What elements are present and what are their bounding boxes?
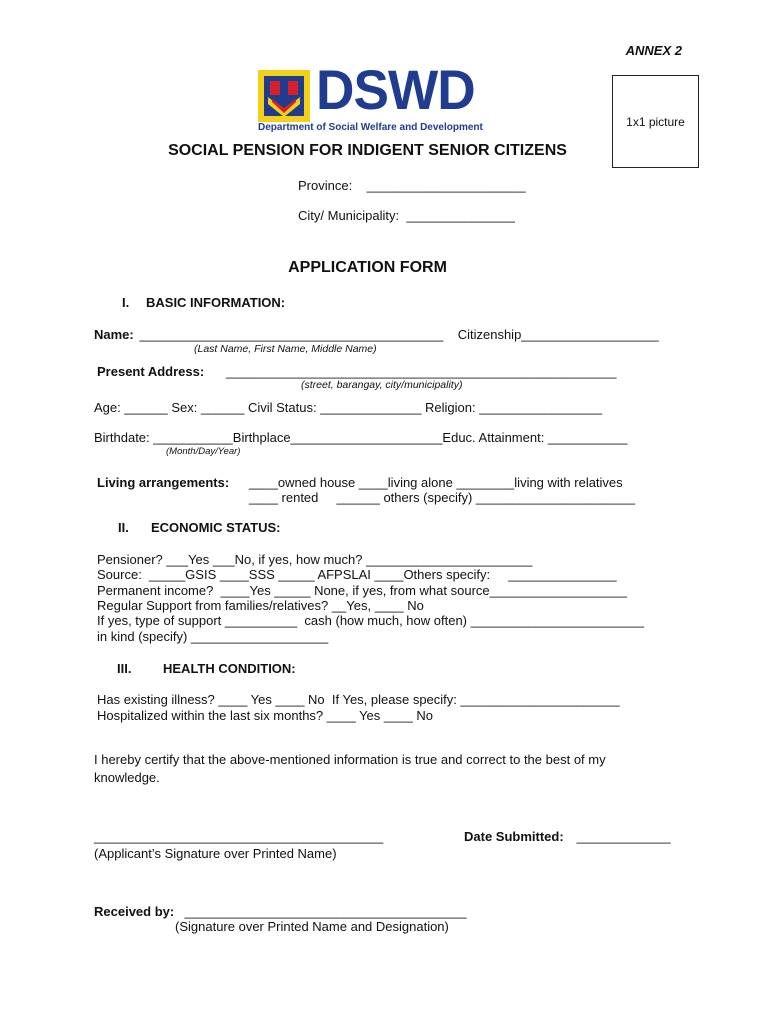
logo-subtext: Department of Social Welfare and Development — [258, 122, 483, 133]
existing-illness-field[interactable]: Has existing illness? ____ Yes ____ No If Yes, please specify: ______________________ — [97, 692, 620, 707]
applicant-signature-line[interactable]: ________________________________________ — [94, 829, 384, 844]
address-label: Present Address: — [97, 364, 205, 379]
birthdate-hint: (Month/Day/Year) — [166, 446, 241, 457]
name-citizenship-field[interactable]: __________________________________________ Citizenship___________________ — [136, 327, 659, 342]
program-title: SOCIAL PENSION FOR INDIGENT SENIOR CITIZENS — [168, 142, 567, 159]
section2-number: II. — [118, 520, 129, 535]
birth-education-field[interactable]: Birthdate: ___________Birthplace_____________________Educ. Attainment: ___________ — [94, 430, 628, 445]
support-type-field[interactable]: If yes, type of support __________ cash (how much, how often) ________________________ — [97, 613, 645, 628]
city-municipality-field[interactable]: City/ Municipality: _______________ — [298, 208, 515, 223]
section1-number: I. — [122, 295, 130, 310]
living-arrangements-options-1[interactable]: ____owned house ____living alone ________living with relatives — [249, 475, 623, 490]
address-field[interactable]: ______________________________________________________ — [226, 364, 617, 379]
received-by-field[interactable]: _______________________________________ — [181, 904, 467, 919]
province-field[interactable]: Province: ______________________ — [298, 178, 526, 193]
pension-source-field[interactable]: Source: _____GSIS ____SSS _____ AFPSLAI ____Others specify: _______________ — [97, 567, 617, 582]
section3-number: III. — [117, 661, 132, 676]
applicant-signature-caption: (Applicant’s Signature over Printed Name) — [94, 846, 337, 861]
in-kind-field[interactable]: in kind (specify) ___________________ — [97, 629, 329, 644]
form-title: APPLICATION FORM — [288, 259, 447, 276]
living-arrangements-label: Living arrangements: — [97, 475, 230, 490]
received-by-label: Received by: — [94, 904, 175, 919]
photo-label: 1x1 picture — [626, 114, 685, 129]
date-submitted-field[interactable]: _____________ — [573, 829, 671, 844]
certification-text-line1: I hereby certify that the above-mentioned information is true and correct to the best of my — [94, 752, 606, 767]
dswd-logo — [256, 58, 492, 134]
hospitalized-field[interactable]: Hospitalized within the last six months? ____ Yes ____ No — [97, 708, 434, 723]
logo-wordmark: DSWD — [316, 58, 475, 121]
section3-heading: HEALTH CONDITION: — [163, 661, 296, 676]
date-submitted-label: Date Submitted: — [464, 829, 564, 844]
regular-support-field[interactable]: Regular Support from families/relatives? __Yes, ____ No — [97, 598, 424, 613]
age-sex-status-religion-field[interactable]: Age: ______ Sex: ______ Civil Status: ______________ Religion: _________________ — [94, 400, 603, 415]
name-label: Name: — [94, 327, 134, 342]
living-arrangements-options-2[interactable]: ____ rented ______ others (specify) ______________________ — [249, 490, 635, 505]
address-hint: (street, barangay, city/municipality) — [301, 379, 463, 391]
received-by-caption: (Signature over Printed Name and Designation) — [175, 919, 449, 934]
dswd-emblem-icon — [256, 68, 312, 124]
name-hint: (Last Name, First Name, Middle Name) — [194, 343, 377, 355]
pensioner-field[interactable]: Pensioner? ___Yes ___No, if yes, how much? _______________________ — [97, 552, 533, 567]
section2-heading: ECONOMIC STATUS: — [151, 520, 281, 535]
section1-heading: BASIC INFORMATION: — [146, 295, 286, 310]
annex-label: ANNEX 2 — [625, 43, 682, 58]
certification-text-line2: knowledge. — [94, 770, 160, 785]
permanent-income-field[interactable]: Permanent income? ____Yes _____ None, if yes, from what source___________________ — [97, 583, 628, 598]
